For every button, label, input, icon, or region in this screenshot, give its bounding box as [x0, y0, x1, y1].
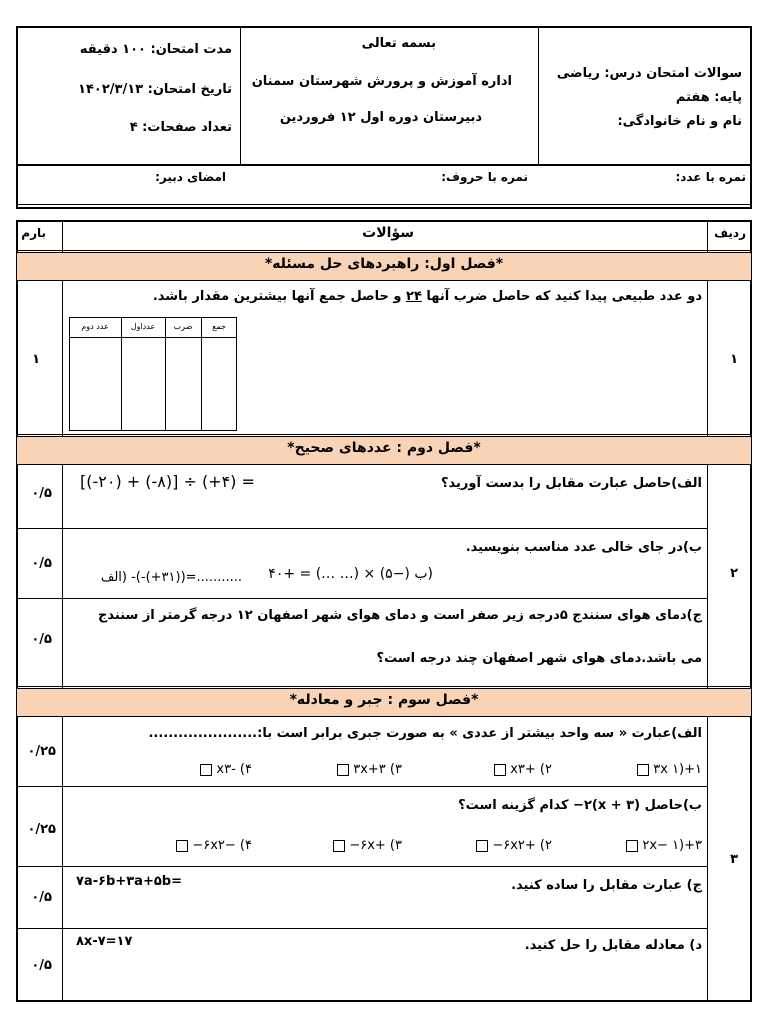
column-divider [62, 220, 63, 1002]
math-expression: (ب (−۵) × (… …) = +۴۰ [268, 566, 433, 582]
subject: سوالات امتحان درس: ریاضی [556, 66, 742, 81]
question-number: ۲ [730, 566, 738, 581]
grid-line [201, 317, 202, 431]
question-score: ۰/۵ [31, 486, 52, 501]
score-letters-label: نمره با حروف: [441, 170, 528, 184]
question-text: ج) عبارت مقابل را ساده کنید. [511, 878, 702, 893]
checkbox-icon[interactable] [337, 764, 349, 776]
grid-col-label: عدداول [130, 322, 156, 331]
option: ۲) +۶x۲− [476, 838, 552, 853]
row-divider [16, 598, 707, 599]
question-number: ۳ [730, 852, 738, 867]
option: ۴) -x۳ [200, 762, 252, 777]
grid-line [165, 317, 166, 431]
section-heading: *فصل اول: راهبردهای حل مسئله* [17, 252, 751, 281]
option: ۴) −۶x۲− [176, 838, 252, 853]
header-divider [16, 204, 752, 205]
question-text: ب)حاصل (۳ + x)۲− كدام گزینه است؟ [458, 798, 702, 813]
page-count: تعداد صفحات: ۴ [129, 120, 232, 135]
option: ۱+(۱ ۳x [637, 762, 702, 777]
option: ۳+(۱ −۲x [626, 838, 702, 853]
row-divider [16, 928, 707, 929]
grid-line [121, 317, 122, 431]
checkbox-icon[interactable] [476, 840, 488, 852]
section-heading: *فصل دوم : عددهای صحیح* [17, 436, 751, 465]
row-divider [16, 866, 707, 867]
math-expression: ۸x-۷=۱۷ [76, 934, 133, 949]
header-divider [16, 164, 752, 166]
question-text: می باشد.دمای هوای شهر اصفهان چند درجه است؟ [376, 651, 702, 666]
section-heading: *فصل سوم : جبر و معادله* [17, 688, 751, 717]
grid-col-label: ضرب [173, 322, 193, 331]
option: ۳) +۶x− [333, 838, 402, 853]
teacher-signature-label: امضای دبیر: [155, 170, 226, 184]
bismillah: بسمه تعالی [361, 36, 436, 51]
checkbox-icon[interactable] [494, 764, 506, 776]
school-name: دبیرستان دوره اول ۱۲ فروردین [279, 110, 482, 125]
student-name-label: نام و نام خانوادگی: [617, 114, 742, 129]
question-text: ب)در جای خالی عدد مناسب بنویسید. [465, 540, 702, 555]
question-score: ۰/۵ [31, 632, 52, 647]
row-divider [16, 528, 707, 529]
question-text: دو عدد طبیعی پیدا کنید که حاصل ضرب آنها ۲۴ و حاصل جمع آنها بیشترین مقدار باشد. [152, 289, 702, 304]
questions-header: سؤالات [362, 225, 414, 241]
question-score: ۰/۲۵ [27, 744, 56, 759]
department: اداره آموزش و پرورش شهرستان سمنان [251, 74, 512, 89]
checkbox-icon[interactable] [176, 840, 188, 852]
row-divider [16, 686, 752, 687]
score-header: بارم [21, 226, 46, 240]
row-header: ردیف [714, 226, 746, 240]
question-score: ۰/۵ [31, 890, 52, 905]
checkbox-icon[interactable] [333, 840, 345, 852]
grid-col-label: جمع [212, 322, 226, 331]
exam-date: تاریخ امتحان: ۱۴۰۲/۳/۱۳ [78, 82, 232, 97]
checkbox-icon[interactable] [637, 764, 649, 776]
question-text: الف)عبارت « سه واحد بیشتر از عددی » به صورت جبری برابر است با:...................... [148, 726, 702, 741]
checkbox-icon[interactable] [626, 840, 638, 852]
question-score: ۰/۵ [31, 556, 52, 571]
row-divider [16, 786, 707, 787]
score-numeric-label: نمره با عدد: [675, 170, 746, 184]
option: ۲) +x۳ [494, 762, 552, 777]
column-divider [707, 220, 708, 1002]
question-number: ۱ [730, 352, 738, 367]
row-divider [16, 434, 752, 435]
option: ۳) ۳x+۳ [337, 762, 402, 777]
header-divider [538, 26, 539, 164]
question-score: ۰/۲۵ [27, 822, 56, 837]
question-text: الف)حاصل عبارت مقابل را بدست آورید؟ [440, 476, 702, 491]
question-score: ۰/۵ [31, 958, 52, 973]
question-text: ج)دمای هوای سنندج ۵درجه زیر صفر است و دمای هوای شهر اصفهان ۱۲ درجه گرمتر از سنندج [98, 608, 702, 623]
checkbox-icon[interactable] [200, 764, 212, 776]
grid-line [69, 337, 237, 338]
grid-col-label: عدد دوم [81, 322, 109, 331]
math-expression: ...........=((۳۱+)-)- (الف [100, 570, 242, 585]
question-score: ۱ [32, 352, 40, 367]
question-text: د) معادله مقابل را حل کنید. [524, 938, 702, 953]
math-expression: ۷a-۶b+۳a+۵b= [76, 874, 182, 889]
answer-grid [69, 317, 237, 431]
grade: پایه: هفتم [675, 90, 742, 105]
math-expression: [(-۲۰) + (-۸)] ÷ (+۴) = [80, 472, 255, 491]
row-divider [16, 250, 752, 251]
header-divider [240, 26, 241, 164]
exam-duration: مدت امتحان: ۱۰۰ دقیقه [79, 42, 232, 57]
